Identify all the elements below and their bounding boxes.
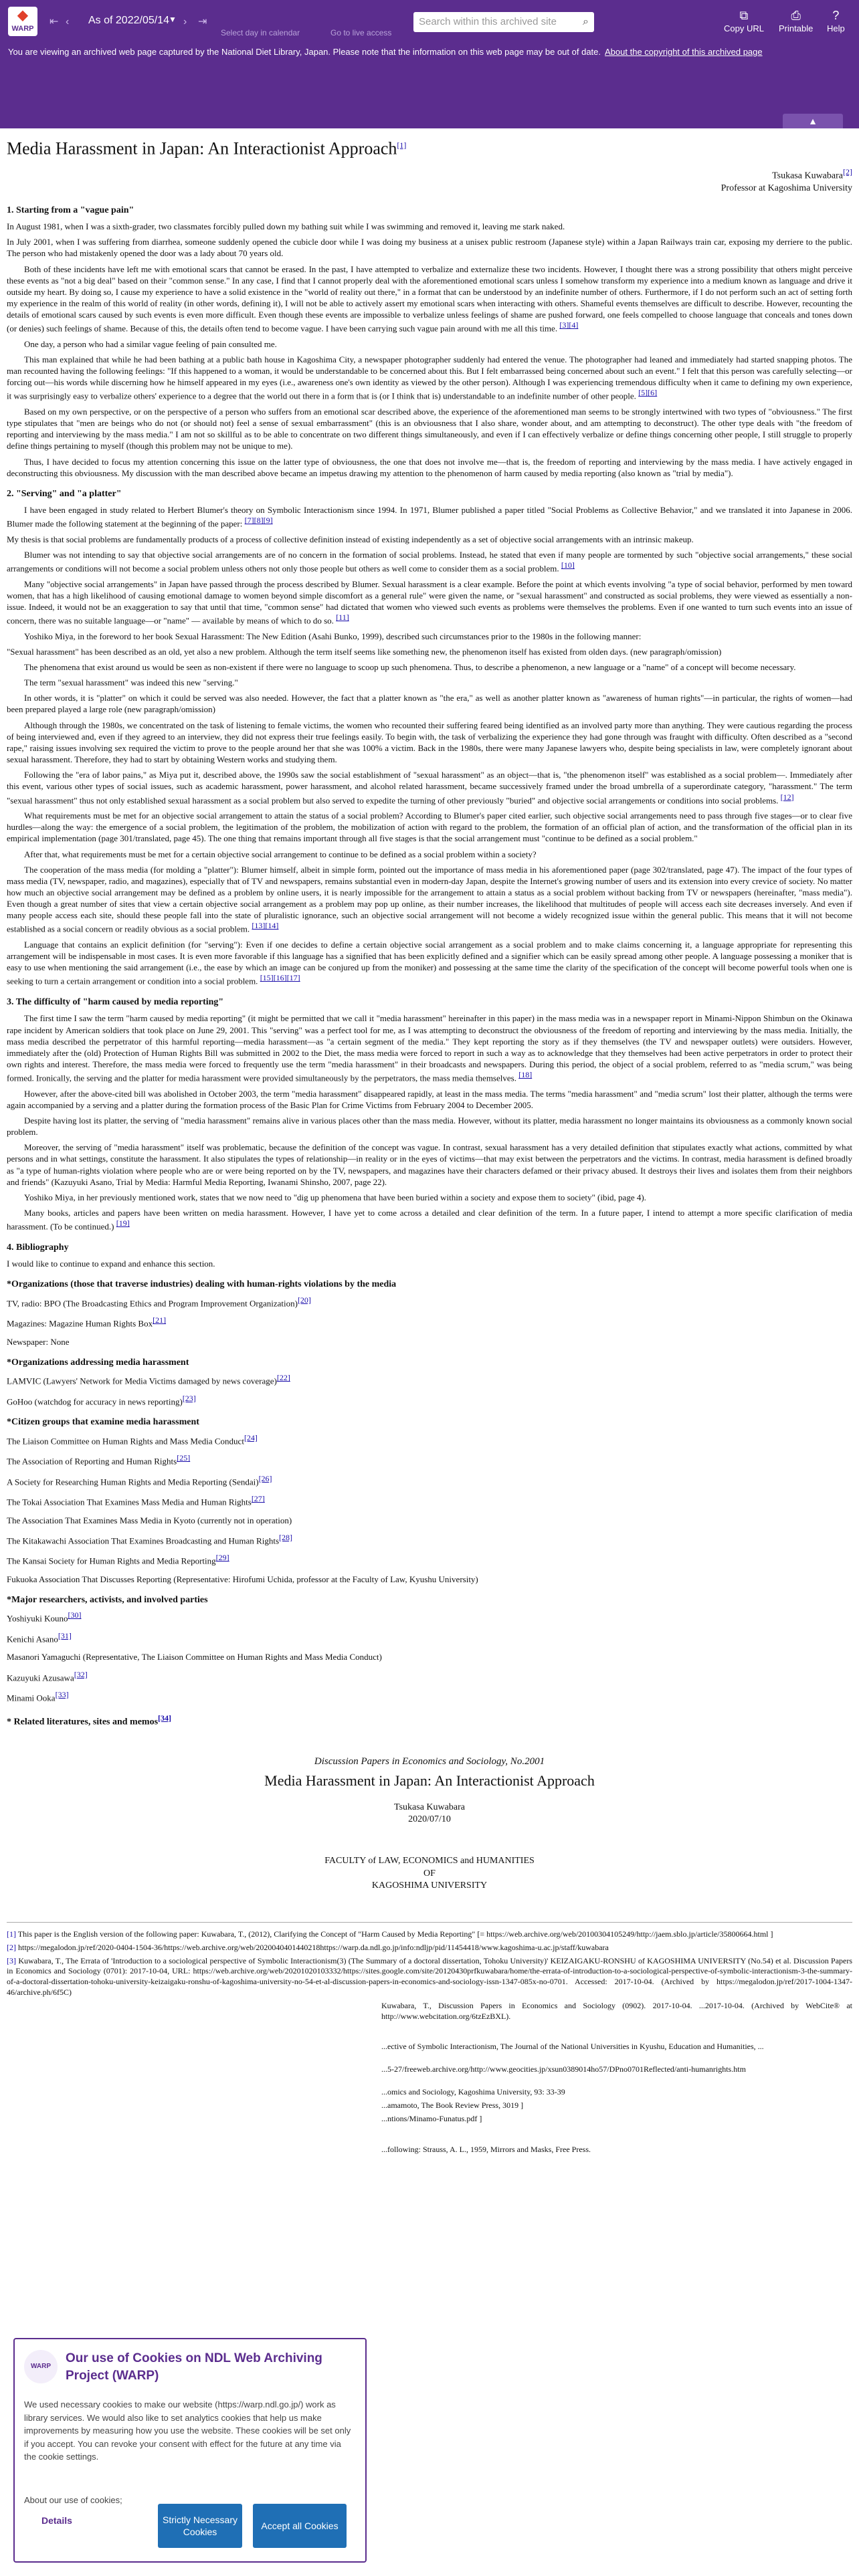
- footnote-ref[interactable]: [27]: [251, 1494, 265, 1504]
- footnote-ref[interactable]: [33]: [55, 1690, 69, 1700]
- select-day-calendar[interactable]: Select day in calendar: [221, 28, 300, 37]
- section-heading: 2. "Serving" and "a platter": [7, 488, 122, 499]
- printable-button[interactable]: ⎙ Printable: [779, 9, 814, 33]
- footnote-ref[interactable]: [14]: [265, 921, 279, 931]
- search-icon[interactable]: ⌕: [583, 16, 589, 27]
- list-item: A Society for Researching Human Rights and Media Reporting (Sendai)[26]: [7, 1473, 272, 1487]
- footnote: [1] This paper is the English version of the following paper: Kuwabara, T., (2012), Clarifying the Concept of "Harm Caused by Media Reporting" [= https://web.archive.org/web/20100304105249/http://jaem.sblo.jp/article/35800664.html ]: [7, 1929, 773, 1939]
- list-item: Yoshiyuki Kouno[30]: [7, 1610, 82, 1624]
- paragraph: However, after the above-cited bill was abolished in October 2003, the term "media harassment" disappeared rapidly, at least in the mass media. The terms "media harassment" and "media scrum" lost their platter, although the terms were again accompanied by a serving and a platter during the formation process of the Basic Plan for Crime Victims from February 2004 to December 2005.: [7, 1088, 852, 1110]
- date-dropdown-icon[interactable]: ▼: [169, 15, 177, 24]
- cookie-title: Our use of Cookies on NDL Web Archiving Project (WARP): [66, 2351, 322, 2383]
- footnote-ref[interactable]: [21]: [153, 1315, 167, 1325]
- cover-faculty: FACULTY of LAW, ECONOMICS and HUMANITIES: [324, 1856, 535, 1866]
- strictly-necessary-button[interactable]: Strictly Necessary Cookies: [158, 2504, 242, 2548]
- warp-logo-icon: ◆: [17, 8, 28, 23]
- accept-all-button[interactable]: Accept all Cookies: [253, 2504, 347, 2548]
- list-item: Magazines: Magazine Human Rights Box[21]: [7, 1315, 167, 1329]
- footnote: ...ective of Symbolic Interactionism, The Journal of the National Universities in Kyushu, Education and Humanities, ...: [381, 2042, 764, 2052]
- quote: In other words, it is "platter" on which it could be served was also needed. However, the fact that a platter known as "the era," as well as another platter known as "awareness of human rights"—in particular, the rights of women—had been prepared played a large role (new paragraph/omission): [7, 693, 852, 715]
- document: [7, 131, 852, 2157]
- paragraph: This man explained that while he had been bathing at a public bath house in Kagoshima City, a newspaper photographer suddenly had entered the venue. The photographer had leaned and immediately had started snapping photos. The man recounted having the following feelings: "If this happened to a woman, it would be understandable to be concerned about this. But I felt embarrassed being concerned about such an event." I felt that this person was carefully selecting—or forcing out—his words while discerning how he himself appeared in my eyes (i.e., awareness one's own identity as viewed by the other person). Although I was experiencing tremendous difficulty when it came to defining my own experience, it was surprisingly easy to verbalize others' experience to a degree that the world out there in a form that is (or I think that is) understandable to an indefinite number of other people. [5][6]: [7, 354, 852, 401]
- footnote-ref[interactable]: [10]: [561, 560, 575, 570]
- footnote-ref[interactable]: [26]: [258, 1473, 272, 1483]
- bibliography-subheading: *Citizen groups that examine media harassment: [7, 1417, 199, 1428]
- bibliography-list: [7, 1373, 852, 1407]
- list-item: Fukuoka Association That Discusses Reporting (Representative: Hirofumi Uchida, professor at the Faculty of Law, Kyushu University): [7, 1574, 478, 1584]
- paragraph: Blumer was not intending to say that objective social arrangements are of no concern in the formation of social problems. Instead, he stated that even if many people are tormented by such "objective social arrangements," these social arrangements or conditions will not become a social problem unless others not only those people but others as well come to consider them as a social problem. [10]: [7, 550, 852, 574]
- footnote: ...omics and Sociology, Kagoshima University, 93: 33-39: [381, 2087, 565, 2097]
- bibliography-subheading: *Organizations (those that traverse industries) dealing with human-rights violations by the media: [7, 1279, 397, 1290]
- cover-author: Tsukasa Kuwabara: [394, 1802, 465, 1812]
- footnote-ref[interactable]: [29]: [215, 1553, 229, 1563]
- paragraph: The first time I saw the term "harm caused by media reporting" (it might be permitted that we call it "media harassment" hereinafter in this paper) in the mass media was in a newspaper report in Minami-Nippon Shimbun on the Okinawa rape incident by American soldiers that took place on June 29, 2001. This "serving" was a perfect tool for me, as I was attempting to deconstruct the obviousness of the freedom of reporting and interviewing by the mass media. Initially, the mass media described the perpetrator of this harmful reporting—media harassment—as "a certain segment of the media." They kept reporting the story as if they themselves (the TV and newspaper outlets) were outsiders. However, immediately after the (old) Protection of Human Rights Bill was submitted in 2002 to the Diet, the mass media were forced to report in such a way as to acknowledge that they themselves had been active perpetrators in order to protect their own rights and interest. Therefore, the mass media were forced to frequently use the term "media harassment" in their broadcasts and newspapers. During this period, the object of a social problem, referred to as "media scrum," was being formed. Ironically, the serving and the platter for media harassment were provided simultaneously by the perpetrators, the mass media themselves. [18]: [7, 1013, 852, 1083]
- footnote-ref[interactable]: [1]: [397, 140, 407, 150]
- paragraph: Based on my own perspective, or on the perspective of a person who suffers from an emotional scar described above, the experience of the aforementioned man seems to be strongly intertwined with two types of "obviousness." The first type stipulates that "men are beings who do not (or should not) feel a sense of sexual embarrassment" (this is an obviousness that I also share, wonder about, and am attempting to deconstruct). The other type deals with "the freedom of reporting and interviewing by the mass media." I am not so skillful as to be able to concentrate on two different things simultaneously, and even if I can effectively verbalize or define things concerning other people, I still struggle to properly define things pertaining to myself (though this problem may not be unique to me).: [7, 406, 852, 451]
- footnote-ref[interactable]: [16]: [273, 973, 287, 983]
- author-name: Tsukasa Kuwabara[2]: [772, 167, 852, 181]
- paragraph: Thus, I have decided to focus my attention concerning this issue on the latter type of obviousness, the one that does not involve me—that is, the freedom of reporting and interviewing by the mass media. I have actively engaged in deconstructing this obviousness. My discussion with the man described above became an impetus drawing my attention to the phenomenon of harm caused by media reporting (also known as "trial by media").: [7, 456, 852, 478]
- toolbar-band: [0, 62, 859, 128]
- quote: The term "sexual harassment" was indeed this new "serving.": [24, 677, 238, 688]
- footnote-ref[interactable]: [24]: [244, 1432, 258, 1442]
- footnote-ref[interactable]: [31]: [58, 1630, 72, 1640]
- footnote-ref[interactable]: [8]: [254, 516, 264, 526]
- footnote-ref[interactable]: [11]: [336, 613, 349, 623]
- cover-date: 2020/07/10: [408, 1814, 451, 1824]
- cover-series: Discussion Papers in Economics and Sociology, No.2001: [314, 1755, 545, 1767]
- footnote: ...following: Strauss, A. L., 1959, Mirrors and Masks, Free Press.: [381, 2144, 591, 2154]
- cover-page: [7, 1755, 852, 1893]
- paragraph: I would like to continue to expand and enhance this section.: [7, 1259, 215, 1269]
- cover-title: Media Harassment in Japan: An Interactionist Approach: [264, 1772, 595, 1790]
- page-title: Media Harassment in Japan: An Interactionist Approach[1]: [7, 138, 407, 158]
- copy-url-button[interactable]: ⧉ Copy URL: [724, 9, 764, 33]
- paragraph: Moreover, the serving of "media harassment" itself was problematic, because the definition of the concept was vague. In contrast, sexual harassment has a very detailed definition that stipulates exactly what actions, committed by what persons and in what settings, constitute the harassment. It also stipulates the types of relationship—in reality or in the eyes of victims—that may exist between the perpetrators and the victims. In contrast, media harassment is defined broadly as "a type of human-rights violation where people who are or were being reported on by the TV, newspapers, and magazines have their characters defamed or their privacy abused. It destroys their lives and isolates them from their neighbors and friends" (Kazuyuki Asano, Trial by Media: Harmful Media Reporting, Iwanami Shinsho, 2007, page 22).: [7, 1142, 852, 1187]
- first-capture-icon[interactable]: ⇤: [50, 16, 59, 27]
- archive-search-input[interactable]: Search within this archived site ⌕: [413, 12, 594, 32]
- footnote-ref[interactable]: [6]: [648, 388, 658, 398]
- paragraph: Following the "era of labor pains," as Miya put it, described above, the 1990s saw the social establishment of "sexual harassment" as an object—that is, "the phenomenon itself" was established as a social problem—. Immediately after this event, various other types of social issues, such as academic harassment, power harassment, and alcohol related harassment, became successively framed under the broad umbrella of a superordinate category, "harassment." The term "sexual harassment" thus not only established sexual harassment as a social problem but also served to expedite the turning of other previously "buried" and objective social arrangements or conditions into social problems. [12]: [7, 770, 852, 805]
- list-item: The Kitakawachi Association That Examines Broadcasting and Human Rights[28]: [7, 1532, 293, 1546]
- help-button[interactable]: ? Help: [827, 9, 845, 33]
- paragraph: In July 2001, when I was suffering from diarrhea, someone suddenly opened the cubicle door while I was doing my business at a unisex public restroom (Japanese style) within a Japan Railways train car, exposing my derriere to the public. The person who had mistakenly opened the door was a lady about 70 years old.: [7, 237, 852, 259]
- paragraph: Many books, articles and papers have been written on media harassment. However, I have yet to come across a detailed and clear definition of the term. In a future paper, I intend to attempt a more specific clarification of media harassment. (To be continued.) [19]: [7, 1208, 852, 1232]
- footnote-backref[interactable]: [2]: [7, 1942, 16, 1952]
- go-to-live-access[interactable]: Go to live access: [330, 28, 392, 37]
- bibliography-list: [7, 1295, 852, 1348]
- footnote-ref[interactable]: [15]: [260, 973, 274, 983]
- paragraph: Yoshiko Miya, in her previously mentioned work, states that we now need to "dig up phenomena that have been buried within a society and expose them to society" (ibid, page 4).: [24, 1192, 646, 1202]
- footnote-ref[interactable]: [23]: [182, 1393, 196, 1403]
- archive-date[interactable]: As of 2022/05/14: [88, 15, 169, 26]
- bibliography-subheading: * Related literatures, sites and memos[34]: [7, 1713, 172, 1727]
- footnote-ref[interactable]: [30]: [68, 1610, 82, 1620]
- paragraph: Both of these incidents have left me with emotional scars that cannot be erased. In the past, I have attempted to verbalize and externalize these two incidents. However, I thought there was a strong possibility that others might perceive these events as "not a big deal" based on their "common sense." In any case, I find that I cannot properly deal with the aforementioned emotional scars unless I somehow transform my experience into a medium known as language and drive it outside my heart. By doing so, I cause my experience to have a solid existence in the "world of reality out there," in a format that can be understood by an indefinite number of others. Furthermore, if I do not perform such an act of setting forth my experience in the realm of this world of reality (in other words, defining it), I will not be able to actively assert my emotional scars when interacting with others. Shameful events themselves are difficult to describe. However, recounting the details of emotional scars caused by such events is even more difficult. Even though these events are impossible to verbalize unless feelings of shame are pushed forward, one feels compelled to choose language that conceals and tones down (or denies) such feelings of shame. Because of this, the details often tend to become vague. I have been carrying such vague pain around with me all this time. [3][4]: [7, 263, 852, 334]
- last-capture-icon[interactable]: ⇥: [198, 16, 207, 27]
- bibliography-subheading: *Major researchers, activists, and involved parties: [7, 1595, 208, 1605]
- paragraph: Many "objective social arrangements" in Japan have passed through the process described by Blumer. Sexual harassment is a clear example. Before the point at which events involving "a type of social behavior, performed by men toward women, that has a high likelihood of causing emotional damage to women beyond simple discomfort as a general rule" were given the name, or "sexual harassment" and constructed as social problems, they were viewed as essentially a non-issue. Indeed, it would not be an exaggeration to say that until that time, "common sense" had dictated that women who viewed such events as problems were themselves the problems. Even if one wanted to turn such events into an issue of concern, there was no suitable language—or "name" — available by means of which to do so. [11]: [7, 578, 852, 626]
- footnote: [3] Kuwabara, T., The Errata of 'Introduction to a sociological perspective of Symbolic Interactionism(3) (The Summary of a doctoral dissertation, Tohoku University)' KEIZAIGAKU-RONSHU of KAGOSHIMA UNIVERSITY (No.54) et al. Discussion Papers in Economics and Sociology (0701): 2017-10-04, URL: https://web.archive.org/web/20201020103332/https://sites.google.com/site/20120430prfkuwabara/home/the-errata-of-introduction-to-a-sociological-perspective-of-symbolic-interactionism-3-the-summary-of-a-doctoral-dissertation-tohoku-university-keizaigaku-ronshu-of-kagoshima-university-no-54-et-al-discussion-papers-in-economics-and-sociology-issn-1347-085x-no-0701. Accessed: 2017-10-04. (Archived by https://megalodon.jp/ref/2017-1004-1347-46/archive.ph/6f5C): [7, 1955, 853, 1997]
- bibliography-subheading: *Organizations addressing media harassment: [7, 1357, 189, 1368]
- paragraph: Despite having lost its platter, the serving of "media harassment" remains alive in various places other than the mass media. However, without its platter, media harassment no longer maintains its obviousness as a commonly known social problem.: [7, 1115, 852, 1138]
- footnote: ...ntions/Minamo-Funatus.pdf ]: [381, 2113, 482, 2123]
- footnote-backref[interactable]: [3]: [7, 1955, 16, 1965]
- previous-capture-icon[interactable]: ‹: [66, 16, 70, 27]
- cover-university: KAGOSHIMA UNIVERSITY: [371, 1881, 488, 1891]
- paragraph: One day, a person who had a similar vague feeling of pain consulted me.: [24, 338, 277, 349]
- footnote-ref[interactable]: [12]: [780, 792, 794, 802]
- list-item: The Kansai Society for Human Rights and Media Reporting[29]: [7, 1553, 229, 1566]
- footnote-ref[interactable]: [3]: [559, 320, 569, 330]
- footnote-ref[interactable]: [28]: [279, 1532, 293, 1542]
- footnote: ...5-27/freeweb.archive.org/http://www.geocities.jp/xsun0389014ho57/DPno0701Reflected/anti-humanrights.htm: [381, 2064, 746, 2074]
- list-item: The Liaison Committee on Human Rights and Mass Media Conduct[24]: [7, 1432, 258, 1446]
- footnote: [2] https://megalodon.jp/ref/2020-0404-1504-36/https://web.archive.org/web/2020040401440218https://warp.da.ndl.go.jp/info:ndljp/pid/11454418/www.kagoshima-u.ac.jp/staff/kuwabara: [7, 1942, 609, 1952]
- help-icon: ?: [832, 9, 840, 22]
- footnote-ref[interactable]: [25]: [177, 1453, 191, 1463]
- archive-toolbar: [0, 0, 859, 43]
- footnote: ...amamoto, The Book Review Press, 3019 ]: [381, 2100, 524, 2110]
- cover-of: OF: [423, 1868, 436, 1879]
- list-item: LAMVIC (Lawyers' Network for Media Victims damaged by news coverage)[22]: [7, 1373, 290, 1386]
- warp-logo[interactable]: ◆ WARP: [8, 7, 37, 36]
- author-affiliation: Professor at Kagoshima University: [721, 183, 852, 194]
- footnote-ref[interactable]: [13]: [252, 921, 266, 931]
- list-item: Minami Ooka[33]: [7, 1690, 69, 1703]
- quote: Although through the 1980s, we concentrated on the task of listening to female victims, the women who recounted their suffering feared being identified as an involved party more than anything. They were cautious regarding the process of being interviewed and, even if they agreed to an interview, they did not express their true feelings easily. To begin with, the task of verbalizing the experience they had gone through was fraught with difficulty. Often described as a "second rape," raising issues involving sex required the victim to prove to the people around her that she was 100% a victim. Back in the 1980s, there were many Japanese lawyers who, despite being specialists in law, were completely ignorant about sexual harassment. Therefore, they had to start by obtaining Western works and studying them.: [7, 720, 852, 765]
- list-item: Kazuyuki Azusawa[32]: [7, 1669, 88, 1683]
- list-item: The Tokai Association That Examines Mass Media and Human Rights[27]: [7, 1494, 265, 1507]
- footnote-ref[interactable]: [2]: [843, 167, 852, 177]
- cookie-consent-dialog: [13, 2338, 367, 2563]
- footnote-ref[interactable]: [9]: [263, 516, 273, 526]
- footnote-ref[interactable]: [18]: [518, 1070, 533, 1080]
- section-heading: 4. Bibliography: [7, 1242, 69, 1253]
- section-heading: 3. The difficulty of "harm caused by media reporting": [7, 996, 224, 1007]
- copy-icon: ⧉: [739, 9, 749, 22]
- footnote-ref[interactable]: [19]: [116, 1218, 130, 1228]
- paragraph: In August 1981, when I was a sixth-grader, two classmates forcibly pulled down my bathing suit while I was swimming and removed it, leaving me stark naked.: [7, 221, 565, 232]
- archive-notice: You are viewing an archived web page captured by the National Diet Library, Japan. Please note that the information on this web page may be out of date. About the copyright of this archived page: [0, 43, 859, 62]
- cookie-details-link[interactable]: Details: [41, 2515, 72, 2526]
- collapse-toolbar-button[interactable]: ▲: [783, 114, 843, 128]
- bibliography-list: [7, 1610, 852, 1703]
- list-item: The Association of Reporting and Human Rights[25]: [7, 1453, 191, 1467]
- paragraph: The cooperation of the mass media (for molding a "platter"): Blumer himself, albeit in simple form, pointed out the importance of mass media in his aforementioned paper (page 302/translated, page 47). The impact of the four types of mass media (TV, newspaper, radio, and magazines), especially that of TV and newspapers, remains substantial even in modern-day Japan, despite the Internet's growing number of users and its extension into every crevice of society. No matter how much an objective social arrangement may be defined as a problem by online users, it is nearly impossible for the arrangement to attain a status as a social problem without backing from TV or newspapers (hereinafter, "mass media"). Even though a great number of sites that view a certain objective social arrangement as a problem may pop up online, as their number increases, the likelihood that multitudes of people will access each site decreases inversely. And even if many people access each site, should these people fall into the state of pluralistic ignorance, such an objective social arrangement will not become a widely recognized issue within the general public. This means that it will not become established as a social concern or readily obvious as a social problem. [13][14]: [7, 864, 852, 934]
- paragraph: Yoshiko Miya, in the foreword to her book Sexual Harassment: The New Edition (Asahi Bunko, 1999), described such circumstances prior to the 1980s in the following manner:: [24, 631, 642, 641]
- paragraph: What requirements must be met for an objective social arrangement to attain the status of a social problem? According to Blumer's paper cited earlier, such objective social arrangements need to pass through five stages—or to clear five hurdles—along the way: the emergence of a social problem, the legitimation of the problem, the mobilization of action with regard to the problem, the formation of an official plan of action, and the transformation of the official plan in its empirical implementation (page 301/translated, page 45). The one thing that remains important through all five stages is that the social arrangement must "continue to be defined as a social problem.": [7, 811, 852, 844]
- footnote-ref[interactable]: [5]: [638, 388, 648, 398]
- copyright-link[interactable]: About the copyright of this archived page: [605, 47, 763, 57]
- footnote-ref[interactable]: [22]: [276, 1373, 290, 1383]
- footnote: Kuwabara, T., Discussion Papers in Economics and Sociology (0902). 2017-10-04. ...2017-10-04. (Archived by WebCite® at http://www.webcitation.org/6tzEzBXL).: [381, 2000, 852, 2021]
- warp-logo-icon: WARP: [24, 2350, 58, 2383]
- list-item: GoHoo (watchdog for accuracy in news reporting)[23]: [7, 1393, 196, 1407]
- quote: My thesis is that social problems are fundamentally products of a process of collective definition instead of existing independently as a set of objective social arrangements with an intrinsic makeup.: [7, 534, 694, 544]
- footnote-ref[interactable]: [34]: [158, 1713, 172, 1723]
- next-capture-icon[interactable]: ›: [183, 16, 187, 27]
- list-item: Kenichi Asano[31]: [7, 1630, 72, 1644]
- list-item: The Association That Examines Mass Media in Kyoto (currently not in operation): [7, 1515, 292, 1525]
- section-heading: 1. Starting from a "vague pain": [7, 205, 134, 215]
- quote: The phenomena that exist around us would be seen as non-existent if there were no language to scoop up such phenomena. Thus, to describe a phenomenon, a new language or a "name" of a concept will become necessary.: [24, 661, 796, 672]
- footnote-ref[interactable]: [32]: [74, 1669, 88, 1679]
- paragraph: Language that contains an explicit definition (for "serving"): Even if one decides to define a certain objective social arrangement as a social problem and to make claims concerning it, a language appropriate for representing this arrangement will be indispensable in most cases. It is even more favorable if this language has a signified that has been explicitly defined and a signifier which can be easily spread among other people. A language possessing a moniker that is easy to use when mentioning the said arrangement (i.e., the ease by which an image can be conjured up from the moniker) and possessing at the same time the clarity of the specification of the concept will become powerful tools when one is seeking to turn a certain arrangement or condition into a social problem. [15][16][17]: [7, 939, 852, 986]
- footnote-ref[interactable]: [17]: [286, 973, 300, 983]
- list-item: TV, radio: BPO (The Broadcasting Ethics and Program Improvement Organization)[20]: [7, 1295, 311, 1309]
- footnote-ref[interactable]: [20]: [297, 1295, 311, 1305]
- cookie-text: We used necessary cookies to make our website (https://warp.ndl.go.jp/) work as library services. We would also like to set analytics cookies that help us make improvements by measuring how you use the website. These cookies will be set only if you accept. You can revoke your consent with effect for the future at any time via the cookie settings.: [24, 2399, 351, 2462]
- paragraph: After that, what requirements must be met for a certain objective social arrangement to continue to be defined as a social problem within a society?: [24, 849, 537, 859]
- footnote-backref[interactable]: [1]: [7, 1929, 16, 1939]
- footnote-ref[interactable]: [4]: [569, 320, 579, 330]
- footnote-ref[interactable]: [7]: [244, 516, 254, 526]
- cookie-about: About our use of cookies;: [24, 2495, 122, 2505]
- quote: "Sexual harassment" has been described as an old, yet also a new problem. Although the term itself seems like something new, the phenomenon itself has existed from olden days. (new paragraph/omission): [7, 646, 722, 657]
- bibliography-list: [7, 1433, 852, 1585]
- footnotes: [7, 1922, 852, 2155]
- paragraph: I have been engaged in study related to Herbert Blumer's theory on Symbolic Interactionism since 1994. In 1971, Blumer published a paper titled "Social Problems as Collective Behavior," and we translated it into Japanese in 2006. Blumer made the following statement at the beginning of the paper: [7][8][9]: [7, 505, 852, 529]
- print-icon: ⎙: [791, 9, 801, 22]
- list-item: Masanori Yamaguchi (Representative, The Liaison Committee on Human Rights and Mass Media Conduct): [7, 1652, 382, 1662]
- list-item: Newspaper: None: [7, 1336, 70, 1347]
